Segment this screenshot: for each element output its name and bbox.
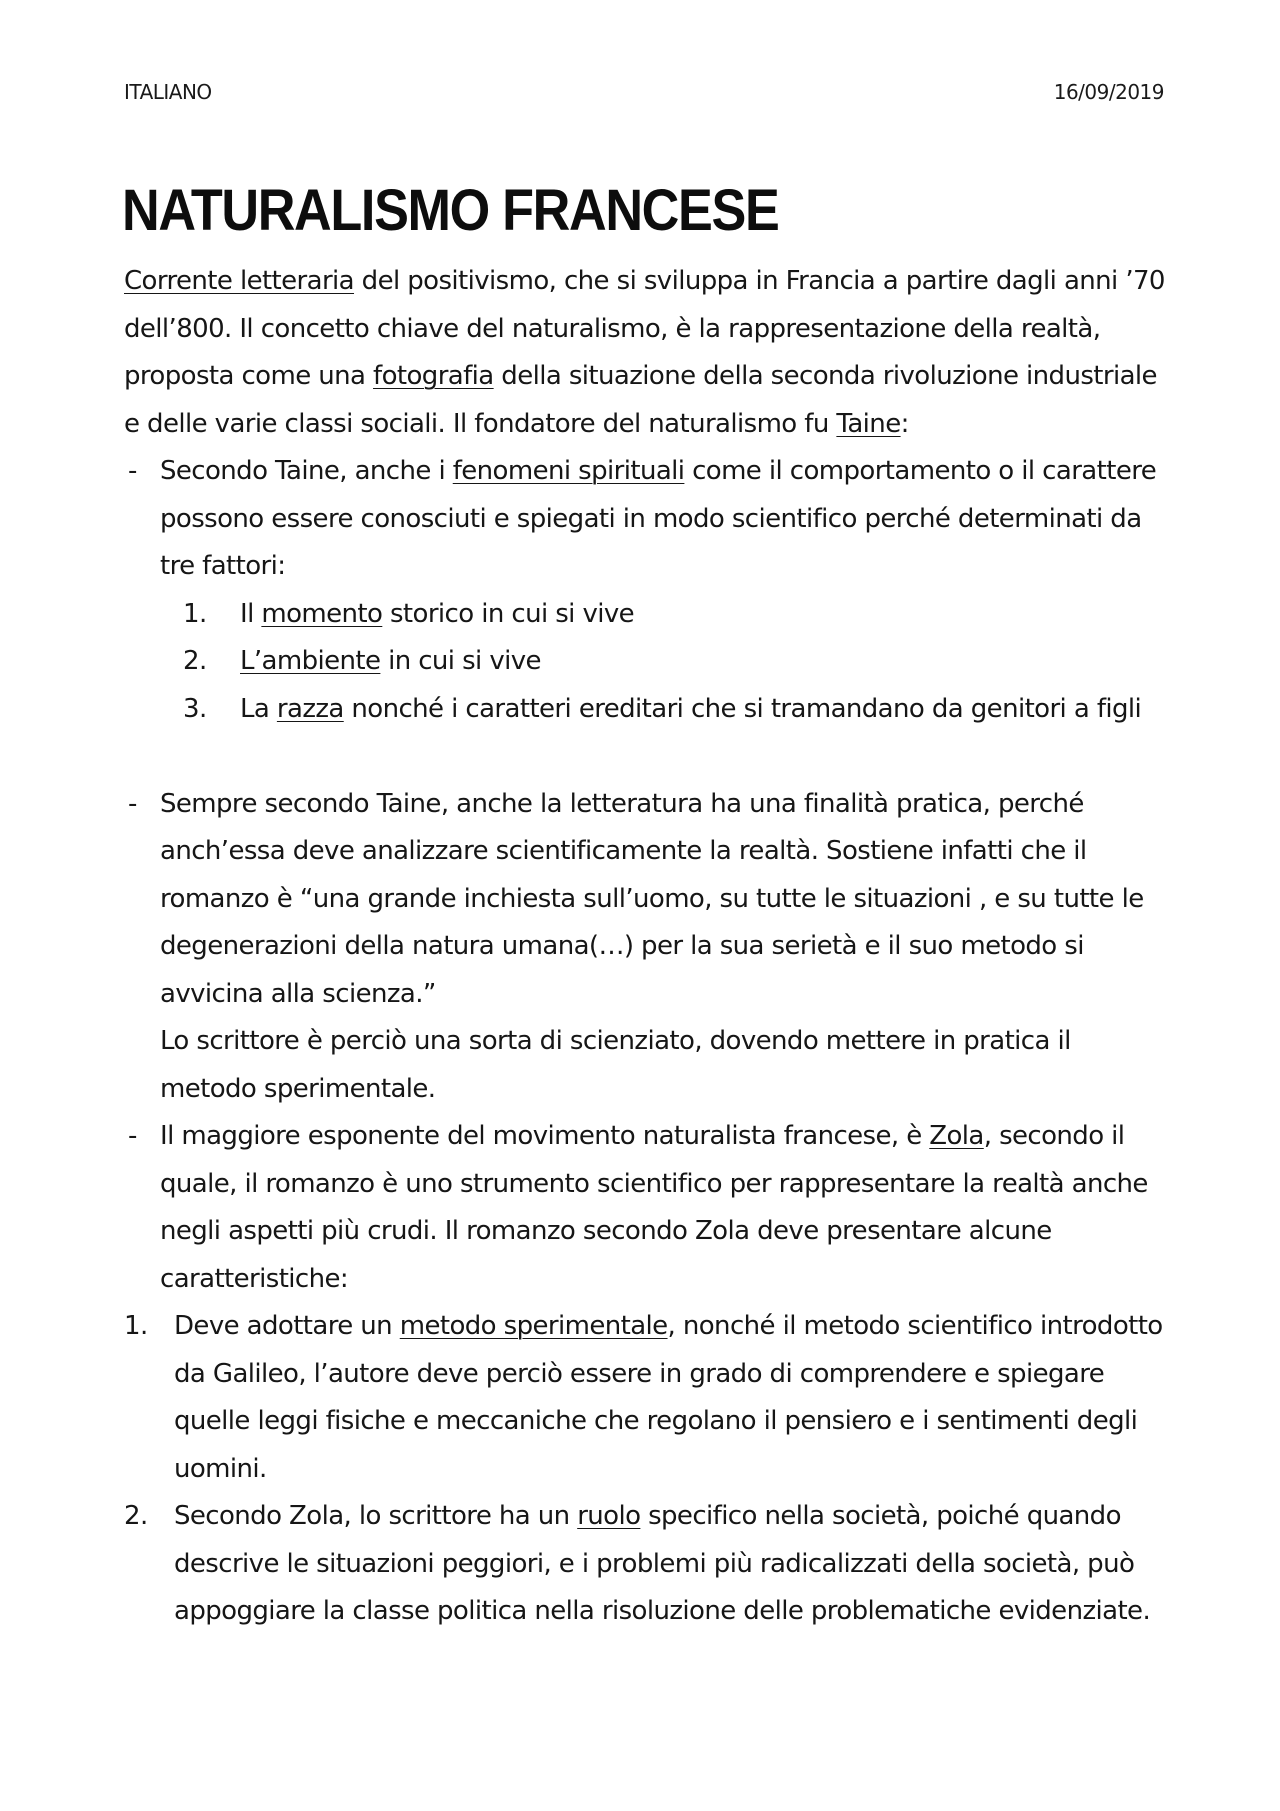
- text-run: Il maggiore esponente del movimento naturalista francese, è: [160, 1121, 930, 1151]
- text-run: Deve adottare un: [174, 1311, 400, 1341]
- zola-characteristics-list: [124, 1303, 1174, 1636]
- text-run: , nonché il metodo scientifico introdotto da Galileo, l’autore deve perciò essere in grado di comprendere e spiegare quelle leggi fisiche e meccaniche che regolano il pensiero e i sentimenti degli uomini.: [174, 1311, 1163, 1484]
- page-title: NATURALISMO FRANCESE: [122, 178, 779, 243]
- bullet-item-literature: [124, 781, 1174, 1114]
- spacer: [160, 733, 1174, 781]
- text-run: :: [900, 408, 909, 439]
- document-body: [124, 258, 1174, 1636]
- text-run: nonché i caratteri ereditari che si tramandano da genitori a figli: [343, 693, 1142, 724]
- underlined-term: Zola: [929, 1121, 984, 1151]
- text-run: Secondo Taine, anche i: [160, 456, 453, 486]
- list-item: [160, 638, 1174, 686]
- list-number: 2.: [183, 646, 207, 676]
- intro-paragraph: [124, 258, 1174, 448]
- list-number: 2.: [124, 1501, 148, 1531]
- text-run: del positivismo, che si sviluppa in Francia a partire dagli anni ’70 dell’800. Il concetto chiave del naturalismo, è la rappresentazione della realtà, proposta come una: [124, 266, 1165, 391]
- underlined-term: momento: [261, 598, 383, 629]
- bullet-list: [124, 448, 1174, 1303]
- underlined-term: fenomeni spirituali: [452, 456, 685, 486]
- text-run: della situazione della seconda rivoluzione industriale e delle varie classi sociali. Il fondatore del naturalismo fu: [124, 361, 1157, 439]
- text-run: La: [240, 693, 277, 724]
- list-number: 3.: [183, 693, 207, 724]
- list-number: 1.: [124, 1311, 148, 1341]
- text-run: in cui si vive: [380, 646, 541, 676]
- list-item: [124, 1493, 1174, 1636]
- text-run: Il: [240, 598, 262, 629]
- underlined-term: Taine: [836, 408, 901, 439]
- text-run: specifico nella società, poiché quando descrive le situazioni peggiori, e i problemi più radicalizzati della società, può appoggiare la classe politica nella risoluzione delle problematiche evidenziate.: [174, 1501, 1151, 1626]
- text-run: storico in cui si vive: [382, 598, 635, 629]
- list-item: [160, 591, 1174, 639]
- subject-header: ITALIANO: [124, 80, 212, 104]
- bullet-item-zola: [124, 1113, 1174, 1303]
- underlined-term: razza: [276, 693, 344, 724]
- text-run: Lo scrittore è perciò una sorta di scienziato, dovendo mettere in pratica il metodo sperimentale.: [160, 1026, 1071, 1104]
- text-run: come il comportamento o il carattere possono essere conosciuti e spiegati in modo scientifico perché determinati da tre fattori:: [160, 456, 1157, 581]
- factors-list: [160, 591, 1174, 734]
- underlined-term: ruolo: [577, 1501, 641, 1531]
- text-run: Secondo Zola, lo scrittore ha un: [174, 1501, 578, 1531]
- text-run: - Sempre secondo Taine, anche la letteratura ha una finalità pratica, perché anch’essa deve analizzare scientificamente la realtà. Sostiene infatti che il romanzo è “una grande inchiesta sull’uomo, su tutte le situazioni , e su tutte le degenerazioni della natura umana(…) per la sua serietà e il suo metodo si avvicina alla scienza.”: [160, 788, 1144, 1009]
- underlined-term: Corrente letteraria: [124, 266, 355, 296]
- underlined-term: fotografia: [373, 361, 494, 391]
- text-run: , secondo il quale, il romanzo è uno strumento scientifico per rappresentare la realtà anche negli aspetti più crudi. Il romanzo secondo Zola deve presentare alcune caratteristiche:: [160, 1121, 1148, 1294]
- list-number: 1.: [183, 598, 207, 629]
- underlined-term: metodo sperimentale: [399, 1311, 668, 1341]
- date-header: 16/09/2019: [1053, 80, 1164, 104]
- underlined-term: L’ambiente: [240, 646, 381, 676]
- list-item: [160, 686, 1174, 734]
- list-item: [124, 1303, 1174, 1493]
- bullet-item-taine-factors: [124, 448, 1174, 781]
